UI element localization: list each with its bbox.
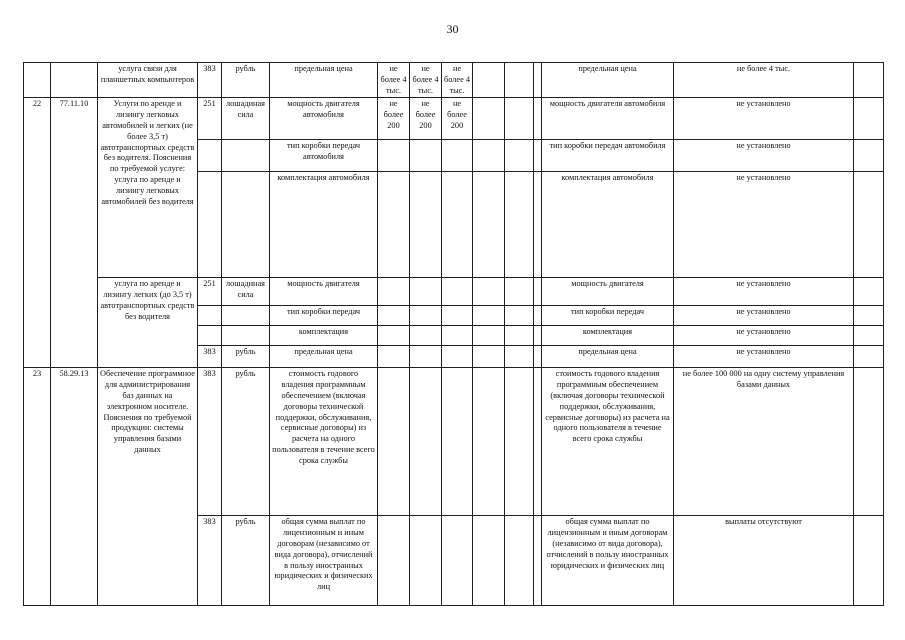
empty-cell bbox=[534, 368, 542, 516]
empty-cell bbox=[505, 63, 534, 98]
characteristic-cell: мощность двигателя автомобиля bbox=[542, 98, 674, 140]
characteristic-cell: общая сумма выплат по лицензионным и иным договорам (независимо от вида договора), отчислений в пользу иностранных юридических и физических лиц bbox=[542, 516, 674, 606]
value-cell: не установлено bbox=[674, 326, 854, 346]
characteristic-cell: тип коробки передач автомобиля bbox=[270, 140, 378, 172]
unit-name-cell bbox=[222, 326, 270, 346]
empty-cell bbox=[505, 516, 534, 606]
okpd2-code-cell bbox=[51, 63, 98, 98]
table-row bbox=[24, 368, 884, 516]
value-cell: не установлено bbox=[674, 172, 854, 278]
characteristic-cell: тип коробки передач автомобиля bbox=[542, 140, 674, 172]
value-cell: не более 4 тыс. bbox=[410, 63, 442, 98]
value-cell bbox=[410, 346, 442, 368]
unit-name-cell: лошадиная сила bbox=[222, 278, 270, 306]
characteristic-cell: стоимость годового владения программным обеспечением (включая договоры технической поддержки, обслуживания, сервисные договоры) из расчета на одного пользователя в течение всего срока службы bbox=[270, 368, 378, 516]
value-cell bbox=[410, 172, 442, 278]
value-cell: не установлено bbox=[674, 306, 854, 326]
empty-cell bbox=[473, 278, 505, 306]
unit-name-cell bbox=[222, 140, 270, 172]
empty-cell bbox=[505, 278, 534, 306]
empty-cell bbox=[854, 516, 884, 606]
value-cell bbox=[378, 172, 410, 278]
empty-cell bbox=[473, 326, 505, 346]
empty-cell bbox=[854, 368, 884, 516]
unit-name-cell: рубль bbox=[222, 63, 270, 98]
okei-code-cell bbox=[198, 306, 222, 326]
value-cell bbox=[378, 516, 410, 606]
value-cell bbox=[410, 516, 442, 606]
empty-cell bbox=[534, 172, 542, 278]
value-cell bbox=[442, 516, 473, 606]
value-cell: не более 200 bbox=[410, 98, 442, 140]
okei-code-cell: 383 bbox=[198, 368, 222, 516]
characteristic-cell: комплектация автомобиля bbox=[270, 172, 378, 278]
value-cell bbox=[442, 346, 473, 368]
empty-cell bbox=[473, 346, 505, 368]
empty-cell bbox=[473, 516, 505, 606]
empty-cell bbox=[473, 172, 505, 278]
value-cell bbox=[442, 326, 473, 346]
unit-name-cell bbox=[222, 172, 270, 278]
empty-cell bbox=[854, 98, 884, 140]
empty-cell bbox=[473, 306, 505, 326]
empty-cell bbox=[534, 98, 542, 140]
empty-cell bbox=[505, 140, 534, 172]
service-name-cell: услуга по аренде и лизингу легких (до 3,5 т) автотранспортных средств без водителя bbox=[98, 278, 198, 368]
unit-name-cell: рубль bbox=[222, 346, 270, 368]
okei-code-cell bbox=[198, 326, 222, 346]
okei-code-cell: 383 bbox=[198, 346, 222, 368]
table-row bbox=[24, 63, 884, 98]
characteristic-cell: тип коробки передач bbox=[542, 306, 674, 326]
empty-cell bbox=[854, 278, 884, 306]
value-cell bbox=[442, 140, 473, 172]
value-cell bbox=[442, 172, 473, 278]
value-cell bbox=[378, 306, 410, 326]
characteristic-cell: предельная цена bbox=[542, 346, 674, 368]
characteristic-cell: мощность двигателя автомобиля bbox=[270, 98, 378, 140]
okei-code-cell: 251 bbox=[198, 98, 222, 140]
page-number: 30 bbox=[446, 22, 459, 36]
empty-cell bbox=[505, 368, 534, 516]
empty-cell bbox=[534, 278, 542, 306]
empty-cell bbox=[534, 346, 542, 368]
value-cell bbox=[410, 306, 442, 326]
characteristic-cell: тип коробки передач bbox=[270, 306, 378, 326]
value-cell: не более 200 bbox=[378, 98, 410, 140]
okei-code-cell bbox=[198, 172, 222, 278]
okei-code-cell bbox=[198, 140, 222, 172]
value-cell: не более 4 тыс. bbox=[674, 63, 854, 98]
specification-table bbox=[23, 62, 884, 606]
table-row bbox=[24, 98, 884, 140]
empty-cell bbox=[473, 368, 505, 516]
characteristic-cell: предельная цена bbox=[270, 63, 378, 98]
characteristic-cell: комплектация bbox=[542, 326, 674, 346]
empty-cell bbox=[854, 306, 884, 326]
empty-cell bbox=[473, 98, 505, 140]
value-cell bbox=[378, 368, 410, 516]
empty-cell bbox=[473, 140, 505, 172]
value-cell: не установлено bbox=[674, 278, 854, 306]
empty-cell bbox=[854, 172, 884, 278]
empty-cell bbox=[505, 306, 534, 326]
value-cell bbox=[442, 306, 473, 326]
value-cell bbox=[442, 368, 473, 516]
table-row bbox=[24, 278, 884, 306]
empty-cell bbox=[854, 63, 884, 98]
characteristic-cell: мощность двигателя bbox=[542, 278, 674, 306]
empty-cell bbox=[473, 63, 505, 98]
unit-name-cell: рубль bbox=[222, 516, 270, 606]
characteristic-cell: предельная цена bbox=[542, 63, 674, 98]
okei-code-cell: 383 bbox=[198, 516, 222, 606]
okpd2-code-cell: 77.11.10 bbox=[51, 98, 98, 368]
characteristic-cell: комплектация автомобиля bbox=[542, 172, 674, 278]
characteristic-cell: предельная цена bbox=[270, 346, 378, 368]
okpd2-code-cell: 58.29.13 bbox=[51, 368, 98, 606]
value-cell bbox=[410, 278, 442, 306]
unit-name-cell: рубль bbox=[222, 368, 270, 516]
value-cell: не установлено bbox=[674, 98, 854, 140]
characteristic-cell: стоимость годового владения программным обеспечением (включая договоры технической поддержки, обслуживания, сервисные договоры) из расчета на одного пользователя в течение всего срока службы bbox=[542, 368, 674, 516]
value-cell bbox=[378, 278, 410, 306]
empty-cell bbox=[534, 140, 542, 172]
value-cell bbox=[378, 140, 410, 172]
empty-cell bbox=[505, 346, 534, 368]
empty-cell bbox=[854, 326, 884, 346]
value-cell bbox=[378, 326, 410, 346]
value-cell bbox=[378, 346, 410, 368]
value-cell: не более 4 тыс. bbox=[442, 63, 473, 98]
characteristic-cell: мощность двигателя bbox=[270, 278, 378, 306]
value-cell bbox=[410, 326, 442, 346]
empty-cell bbox=[505, 326, 534, 346]
empty-cell bbox=[534, 306, 542, 326]
value-cell: не установлено bbox=[674, 346, 854, 368]
service-name-cell: Обеспечение программное для администрирования баз данных на электронном носителе. Пояснения по требуемой продукции: системы управления базами данных bbox=[98, 368, 198, 606]
value-cell: не более 200 bbox=[442, 98, 473, 140]
row-number-cell bbox=[24, 63, 51, 98]
empty-cell bbox=[534, 516, 542, 606]
empty-cell bbox=[534, 326, 542, 346]
value-cell: не более 4 тыс. bbox=[378, 63, 410, 98]
okei-code-cell: 383 bbox=[198, 63, 222, 98]
empty-cell bbox=[505, 98, 534, 140]
row-number-cell: 23 bbox=[24, 368, 51, 606]
value-cell: не установлено bbox=[674, 140, 854, 172]
value-cell: выплаты отсутствуют bbox=[674, 516, 854, 606]
value-cell bbox=[442, 278, 473, 306]
characteristic-cell: комплектация bbox=[270, 326, 378, 346]
empty-cell bbox=[505, 172, 534, 278]
row-number-cell: 22 bbox=[24, 98, 51, 368]
okei-code-cell: 251 bbox=[198, 278, 222, 306]
characteristic-cell: общая сумма выплат по лицензионным и иным договорам (независимо от вида договора), отчислений в пользу иностранных юридических и физических лиц bbox=[270, 516, 378, 606]
empty-cell bbox=[854, 346, 884, 368]
unit-name-cell: лошадиная сила bbox=[222, 98, 270, 140]
service-name-cell: услуга связи для планшетных компьютеров bbox=[98, 63, 198, 98]
value-cell bbox=[410, 368, 442, 516]
value-cell: не более 100 000 на одну систему управления базами данных bbox=[674, 368, 854, 516]
empty-cell bbox=[534, 63, 542, 98]
unit-name-cell bbox=[222, 306, 270, 326]
empty-cell bbox=[854, 140, 884, 172]
service-name-cell: Услуги по аренде и лизингу легковых автомобилей и легких (не более 3,5 т) автотранспортных средств без водителя. Пояснения по требуемой услуге: услуга по аренде и лизингу легковых автомобилей без водителя bbox=[98, 98, 198, 278]
value-cell bbox=[410, 140, 442, 172]
